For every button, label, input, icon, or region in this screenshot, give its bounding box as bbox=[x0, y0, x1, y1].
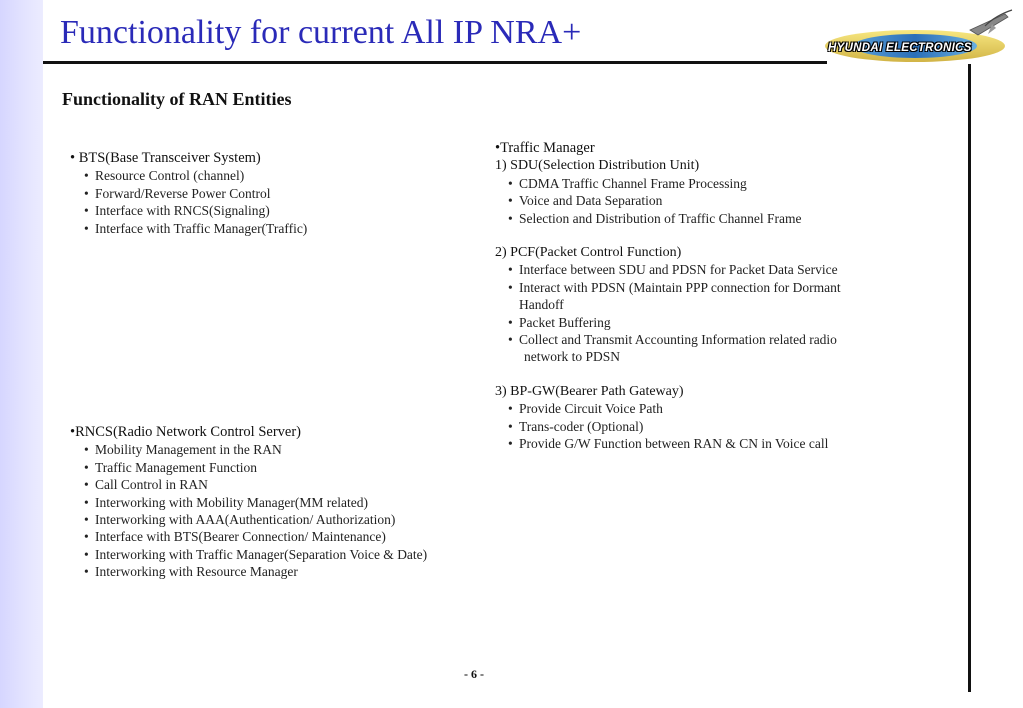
list-item: • Voice and Data Separation bbox=[508, 193, 663, 209]
list-item: • Mobility Management in the RAN bbox=[84, 442, 282, 458]
rncs-heading: •RNCS(Radio Network Control Server) bbox=[70, 424, 302, 440]
hyundai-logo bbox=[820, 8, 1020, 68]
logo-text: HYUNDAI ELECTRONICS bbox=[828, 42, 972, 54]
traffic-manager-heading: •Traffic Manager bbox=[495, 140, 595, 156]
rncs-block bbox=[70, 424, 427, 581]
traffic-manager-block bbox=[495, 140, 841, 453]
bpgw-title: 3) BP-GW(Bearer Path Gateway) bbox=[495, 383, 684, 399]
bts-list bbox=[84, 167, 307, 237]
slide-title: Functionality for current All IP NRA+ bbox=[60, 14, 582, 51]
list-item: • Trans-coder (Optional) bbox=[508, 418, 644, 434]
list-item: • Provide Circuit Voice Path bbox=[508, 401, 663, 417]
list-item: • Interworking with Mobility Manager(MM related) bbox=[84, 494, 368, 510]
list-item: • Call Control in RAN bbox=[84, 477, 208, 493]
list-item: • Traffic Management Function bbox=[84, 459, 257, 475]
list-item: • Interface with BTS(Bearer Connection/ Maintenance) bbox=[84, 529, 386, 545]
bts-heading: • BTS(Base Transceiver System) bbox=[70, 150, 261, 166]
list-item: • Selection and Distribution of Traffic Channel Frame bbox=[508, 210, 802, 226]
list-item: • Collect and Transmit Accounting Information related radio network to PDSN bbox=[508, 332, 837, 365]
pcf-title: 2) PCF(Packet Control Function) bbox=[495, 245, 682, 261]
list-item: • Interface with Traffic Manager(Traffic) bbox=[84, 220, 308, 236]
page-number: - 6 - bbox=[464, 667, 484, 681]
logo-graphic-icon bbox=[820, 8, 1020, 68]
section-title: Functionality of RAN Entities bbox=[62, 89, 292, 109]
sdu-list bbox=[508, 175, 841, 227]
list-item: • Packet Buffering bbox=[508, 314, 611, 330]
list-item: • CDMA Traffic Channel Frame Processing bbox=[508, 175, 747, 191]
bts-block bbox=[70, 150, 307, 237]
sdu-title: 1) SDU(Selection Distribution Unit) bbox=[495, 158, 700, 174]
list-item: • Interact with PDSN (Maintain PPP connection for Dormant Handoff bbox=[508, 279, 841, 313]
title-rule bbox=[43, 61, 827, 64]
pcf-list bbox=[508, 261, 841, 365]
list-item: • Interworking with Traffic Manager(Separation Voice & Date) bbox=[84, 546, 428, 562]
list-item: • Interworking with AAA(Authentication/ Authorization) bbox=[84, 512, 396, 528]
list-item: • Forward/Reverse Power Control bbox=[84, 185, 271, 201]
bpgw-list bbox=[508, 400, 841, 452]
rncs-list bbox=[84, 441, 427, 580]
list-item: • Interworking with Resource Manager bbox=[84, 564, 298, 580]
list-item: • Provide G/W Function between RAN & CN in Voice call bbox=[508, 436, 829, 452]
right-border-rule bbox=[968, 64, 971, 692]
list-item: • Interface with RNCS(Signaling) bbox=[84, 203, 270, 219]
side-band bbox=[0, 0, 43, 708]
list-item: • Resource Control (channel) bbox=[84, 168, 245, 184]
list-item: • Interface between SDU and PDSN for Packet Data Service bbox=[508, 262, 838, 278]
